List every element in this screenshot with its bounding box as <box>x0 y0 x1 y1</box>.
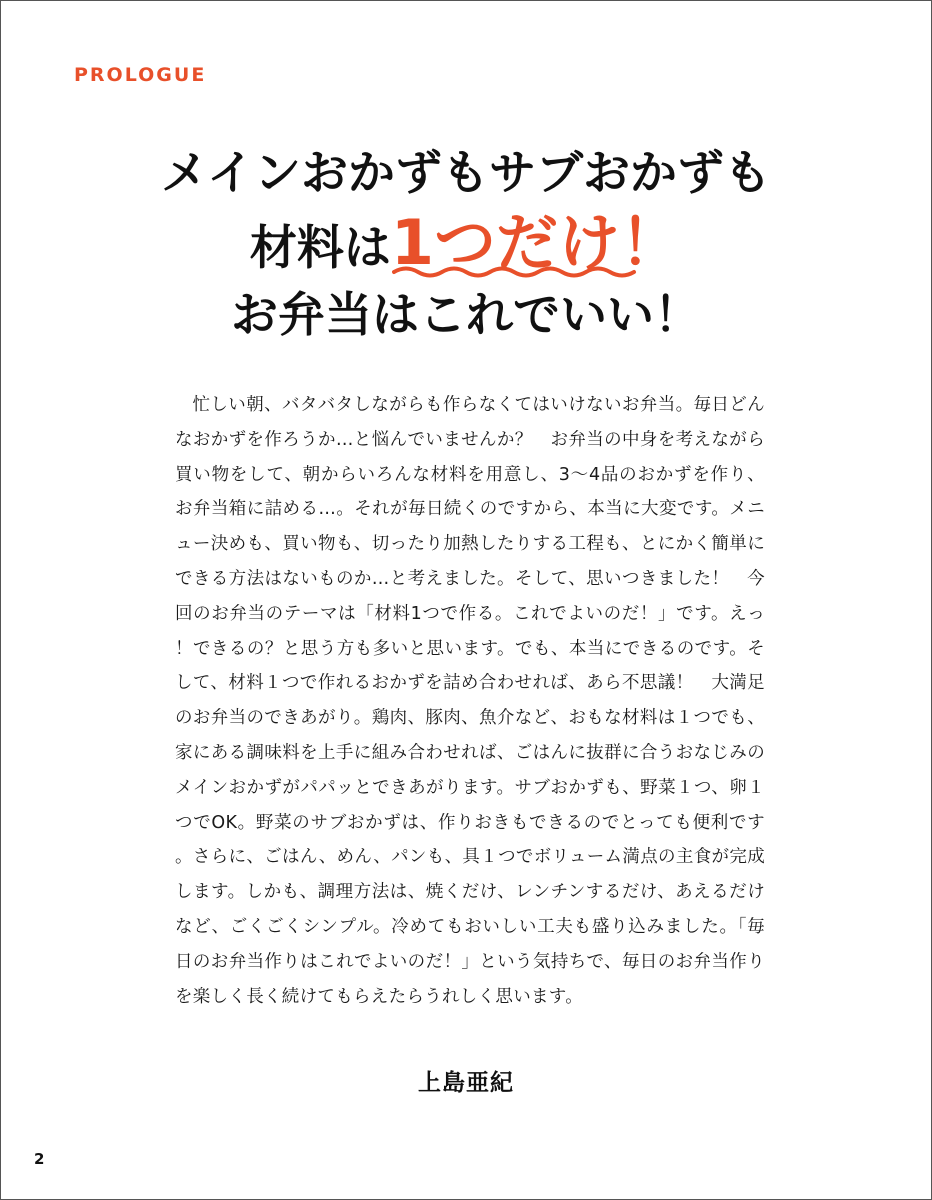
prologue-body-text: 忙しい朝、バタバタしながらも作らなくてはいけないお弁当。毎日どんなおかずを作ろうか…と悩んでいませんか？ お弁当の中身を考えながら買い物をして、朝からいろんな材料を用意し、3〜4品のおかずを作り、お弁当箱に詰める…。それが毎日続くのですから、本当に大変です。メニュー決めも、買い物も、切ったり加熱したりする工程も、とにかく簡単にできる方法はないものか…と考えました。そして、思いつきました！ 今回のお弁当のテーマは「材料1つで作る。これでよいのだ！」です。えっ！できるの？と思う方も多いと思います。でも、本当にできるのです。そして、材料１つで作れるおかずを詰め合わせれば、あら不思議！ 大満足のお弁当のできあがり。鶏肉、豚肉、魚介など、おもな材料は１つでも、家にある調味料を上手に組み合わせれば、ごはんに抜群に合うおなじみのメインおかずがパパッとできあがります。サブおかずも、野菜１つ、卵１つでOK。野菜のサブおかずは、作りおきもできるのでとっても便利です。さらに、ごはん、めん、パンも、具１つでボリューム満点の主食が完成します。しかも、調理方法は、焼くだけ、レンチンするだけ、あえるだけなど、ごくごくシンプル。冷めてもおいしい工夫も盛り込みました。「毎日のお弁当作りはこれでよいのだ！」という気持ちで、毎日のお弁当作りを楽しく長く続けてもらえたらうれしく思います。 <box>175 395 765 1007</box>
highlight-underline-squiggle <box>392 262 642 280</box>
author-name: 上島亜紀 <box>418 1070 514 1096</box>
page-number: 2 <box>34 1150 45 1168</box>
headline-line-3: お弁当はこれでいい！ <box>231 288 701 343</box>
headline-line-1: メインおかずもサブおかずも <box>160 146 772 201</box>
section-label: PROLOGUE <box>74 64 207 86</box>
headline-highlight: 1つだけ！ <box>390 206 683 279</box>
headline-line-2-prefix: 材料は <box>249 221 391 276</box>
